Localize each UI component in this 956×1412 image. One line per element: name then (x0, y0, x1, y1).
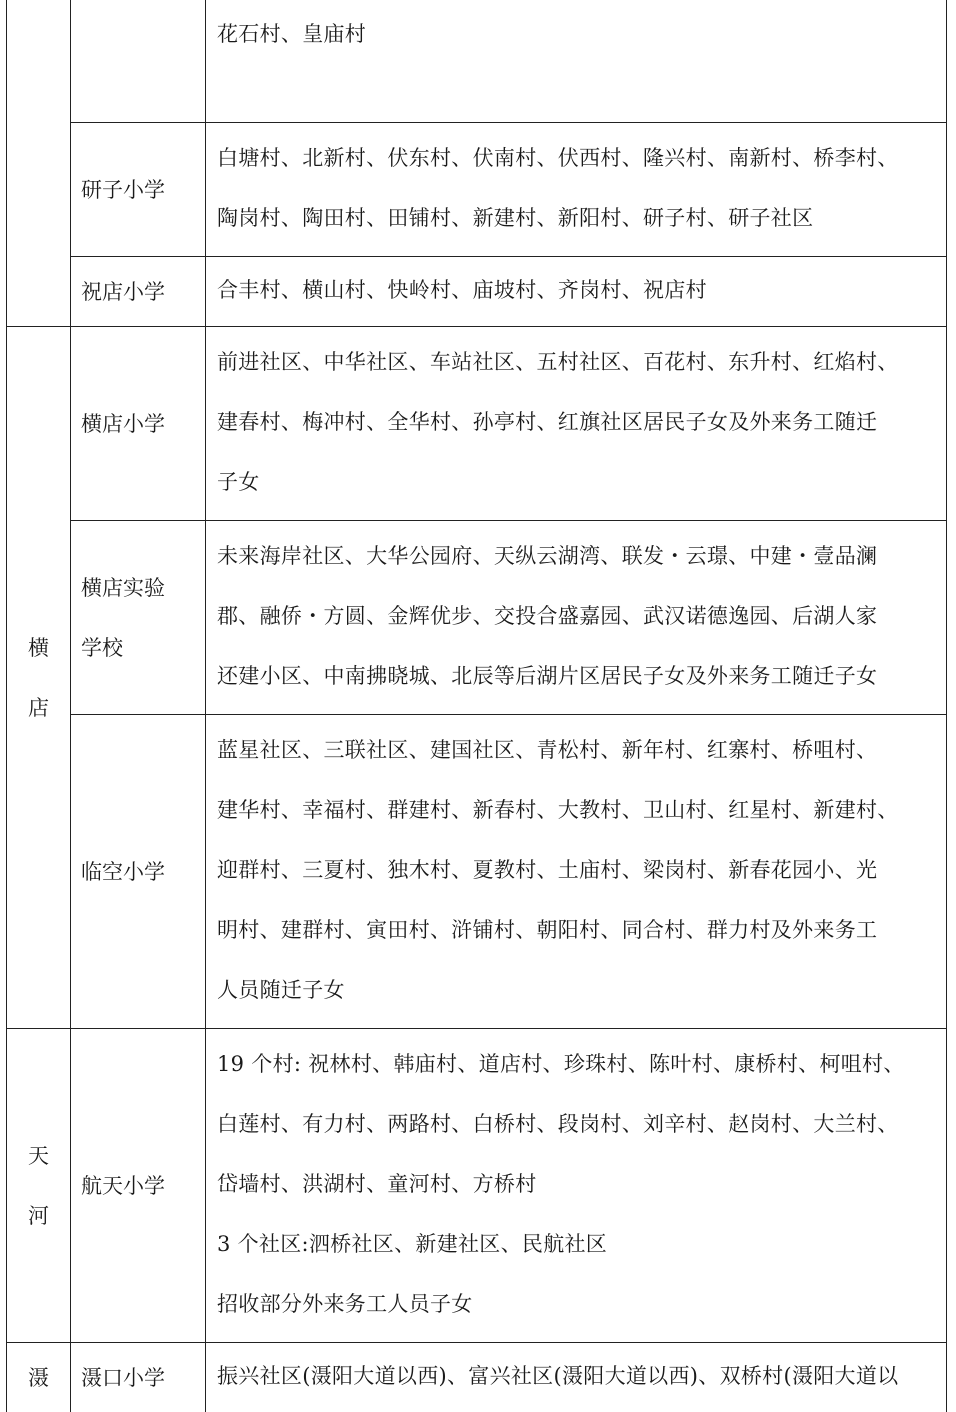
school-name-line: 横店实验 (81, 558, 205, 618)
area-line: 合丰村、横山村、快岭村、庙坡村、齐岗村、祝店村 (217, 262, 940, 318)
area-line: 19 个村: 祝林村、韩庙村、道店村、珍珠村、陈叶村、康桥村、柯咀村、 (217, 1034, 940, 1094)
school-cell: 祝店小学 (71, 257, 206, 327)
school-name-line: 学校 (81, 618, 205, 678)
area-line: 蓝星社区、三联社区、建国社区、青松村、新年村、红寨村、桥咀村、 (217, 720, 940, 780)
area-cell (206, 257, 947, 327)
area-line: 招收部分外来务工人员子女 (217, 1274, 940, 1334)
area-cell (206, 1029, 947, 1343)
town-char: 天 (7, 1126, 70, 1186)
area-cell (206, 1343, 947, 1412)
town-cell (7, 0, 71, 327)
town-cell (7, 327, 71, 1029)
area-cell (206, 123, 947, 257)
school-cell: 临空小学 (71, 715, 206, 1029)
school-cell: 研子小学 (71, 123, 206, 257)
town-char: 滠 (7, 1348, 70, 1408)
town-char: 河 (7, 1186, 70, 1246)
area-line: 迎群村、三夏村、独木村、夏教村、土庙村、梁岗村、新春花园小、光 (217, 840, 940, 900)
table-row (7, 1343, 947, 1412)
area-line: 子女 (217, 452, 940, 512)
area-cell (206, 521, 947, 715)
area-cell (206, 327, 947, 521)
town-char: 横 (7, 618, 70, 678)
school-zoning-table (6, 0, 947, 1412)
area-line: 振兴社区(滠阳大道以西)、富兴社区(滠阳大道以西)、双桥村(滠阳大道以 (217, 1348, 940, 1404)
area-line: 花石村、皇庙村 (217, 6, 940, 62)
area-line: 前进社区、中华社区、车站社区、五村社区、百花村、东升村、红焰村、 (217, 332, 940, 392)
school-cell: 滠口小学 (71, 1343, 206, 1412)
area-line: 3 个社区:泗桥社区、新建社区、民航社区 (217, 1214, 940, 1274)
table-row (7, 0, 947, 123)
table-row (7, 715, 947, 1029)
area-line: 建华村、幸福村、群建村、新春村、大教村、卫山村、红星村、新建村、 (217, 780, 940, 840)
school-cell: 横店小学 (71, 327, 206, 521)
table-row (7, 1029, 947, 1343)
school-cell: 航天小学 (71, 1029, 206, 1343)
town-cell (7, 1343, 71, 1412)
area-line: 陶岗村、陶田村、田铺村、新建村、新阳村、研子村、研子社区 (217, 188, 940, 248)
area-line: 白莲村、有力村、两路村、白桥村、段岗村、刘辛村、赵岗村、大兰村、 (217, 1094, 940, 1154)
area-line: 郡、融侨・方圆、金辉优步、交投合盛嘉园、武汉诺德逸园、后湖人家 (217, 586, 940, 646)
table-row (7, 257, 947, 327)
area-line: 人员随迁子女 (217, 960, 940, 1020)
table-row (7, 521, 947, 715)
area-cell (206, 715, 947, 1029)
area-cell (206, 0, 947, 123)
town-char: 店 (7, 678, 70, 738)
area-line: 未来海岸社区、大华公园府、天纵云湖湾、联发・云璟、中建・壹品澜 (217, 526, 940, 586)
area-line: 白塘村、北新村、伏东村、伏南村、伏西村、隆兴村、南新村、桥李村、 (217, 128, 940, 188)
table-row (7, 327, 947, 521)
table-row (7, 123, 947, 257)
area-line: 建春村、梅冲村、全华村、孙亭村、红旗社区居民子女及外来务工随迁 (217, 392, 940, 452)
area-line: 还建小区、中南拂晓城、北辰等后湖片区居民子女及外来务工随迁子女 (217, 646, 940, 706)
school-cell (71, 0, 206, 123)
town-cell (7, 1029, 71, 1343)
area-line: 明村、建群村、寅田村、浒铺村、朝阳村、同合村、群力村及外来务工 (217, 900, 940, 960)
school-cell (71, 521, 206, 715)
area-line: 岱墙村、洪湖村、童河村、方桥村 (217, 1154, 940, 1214)
